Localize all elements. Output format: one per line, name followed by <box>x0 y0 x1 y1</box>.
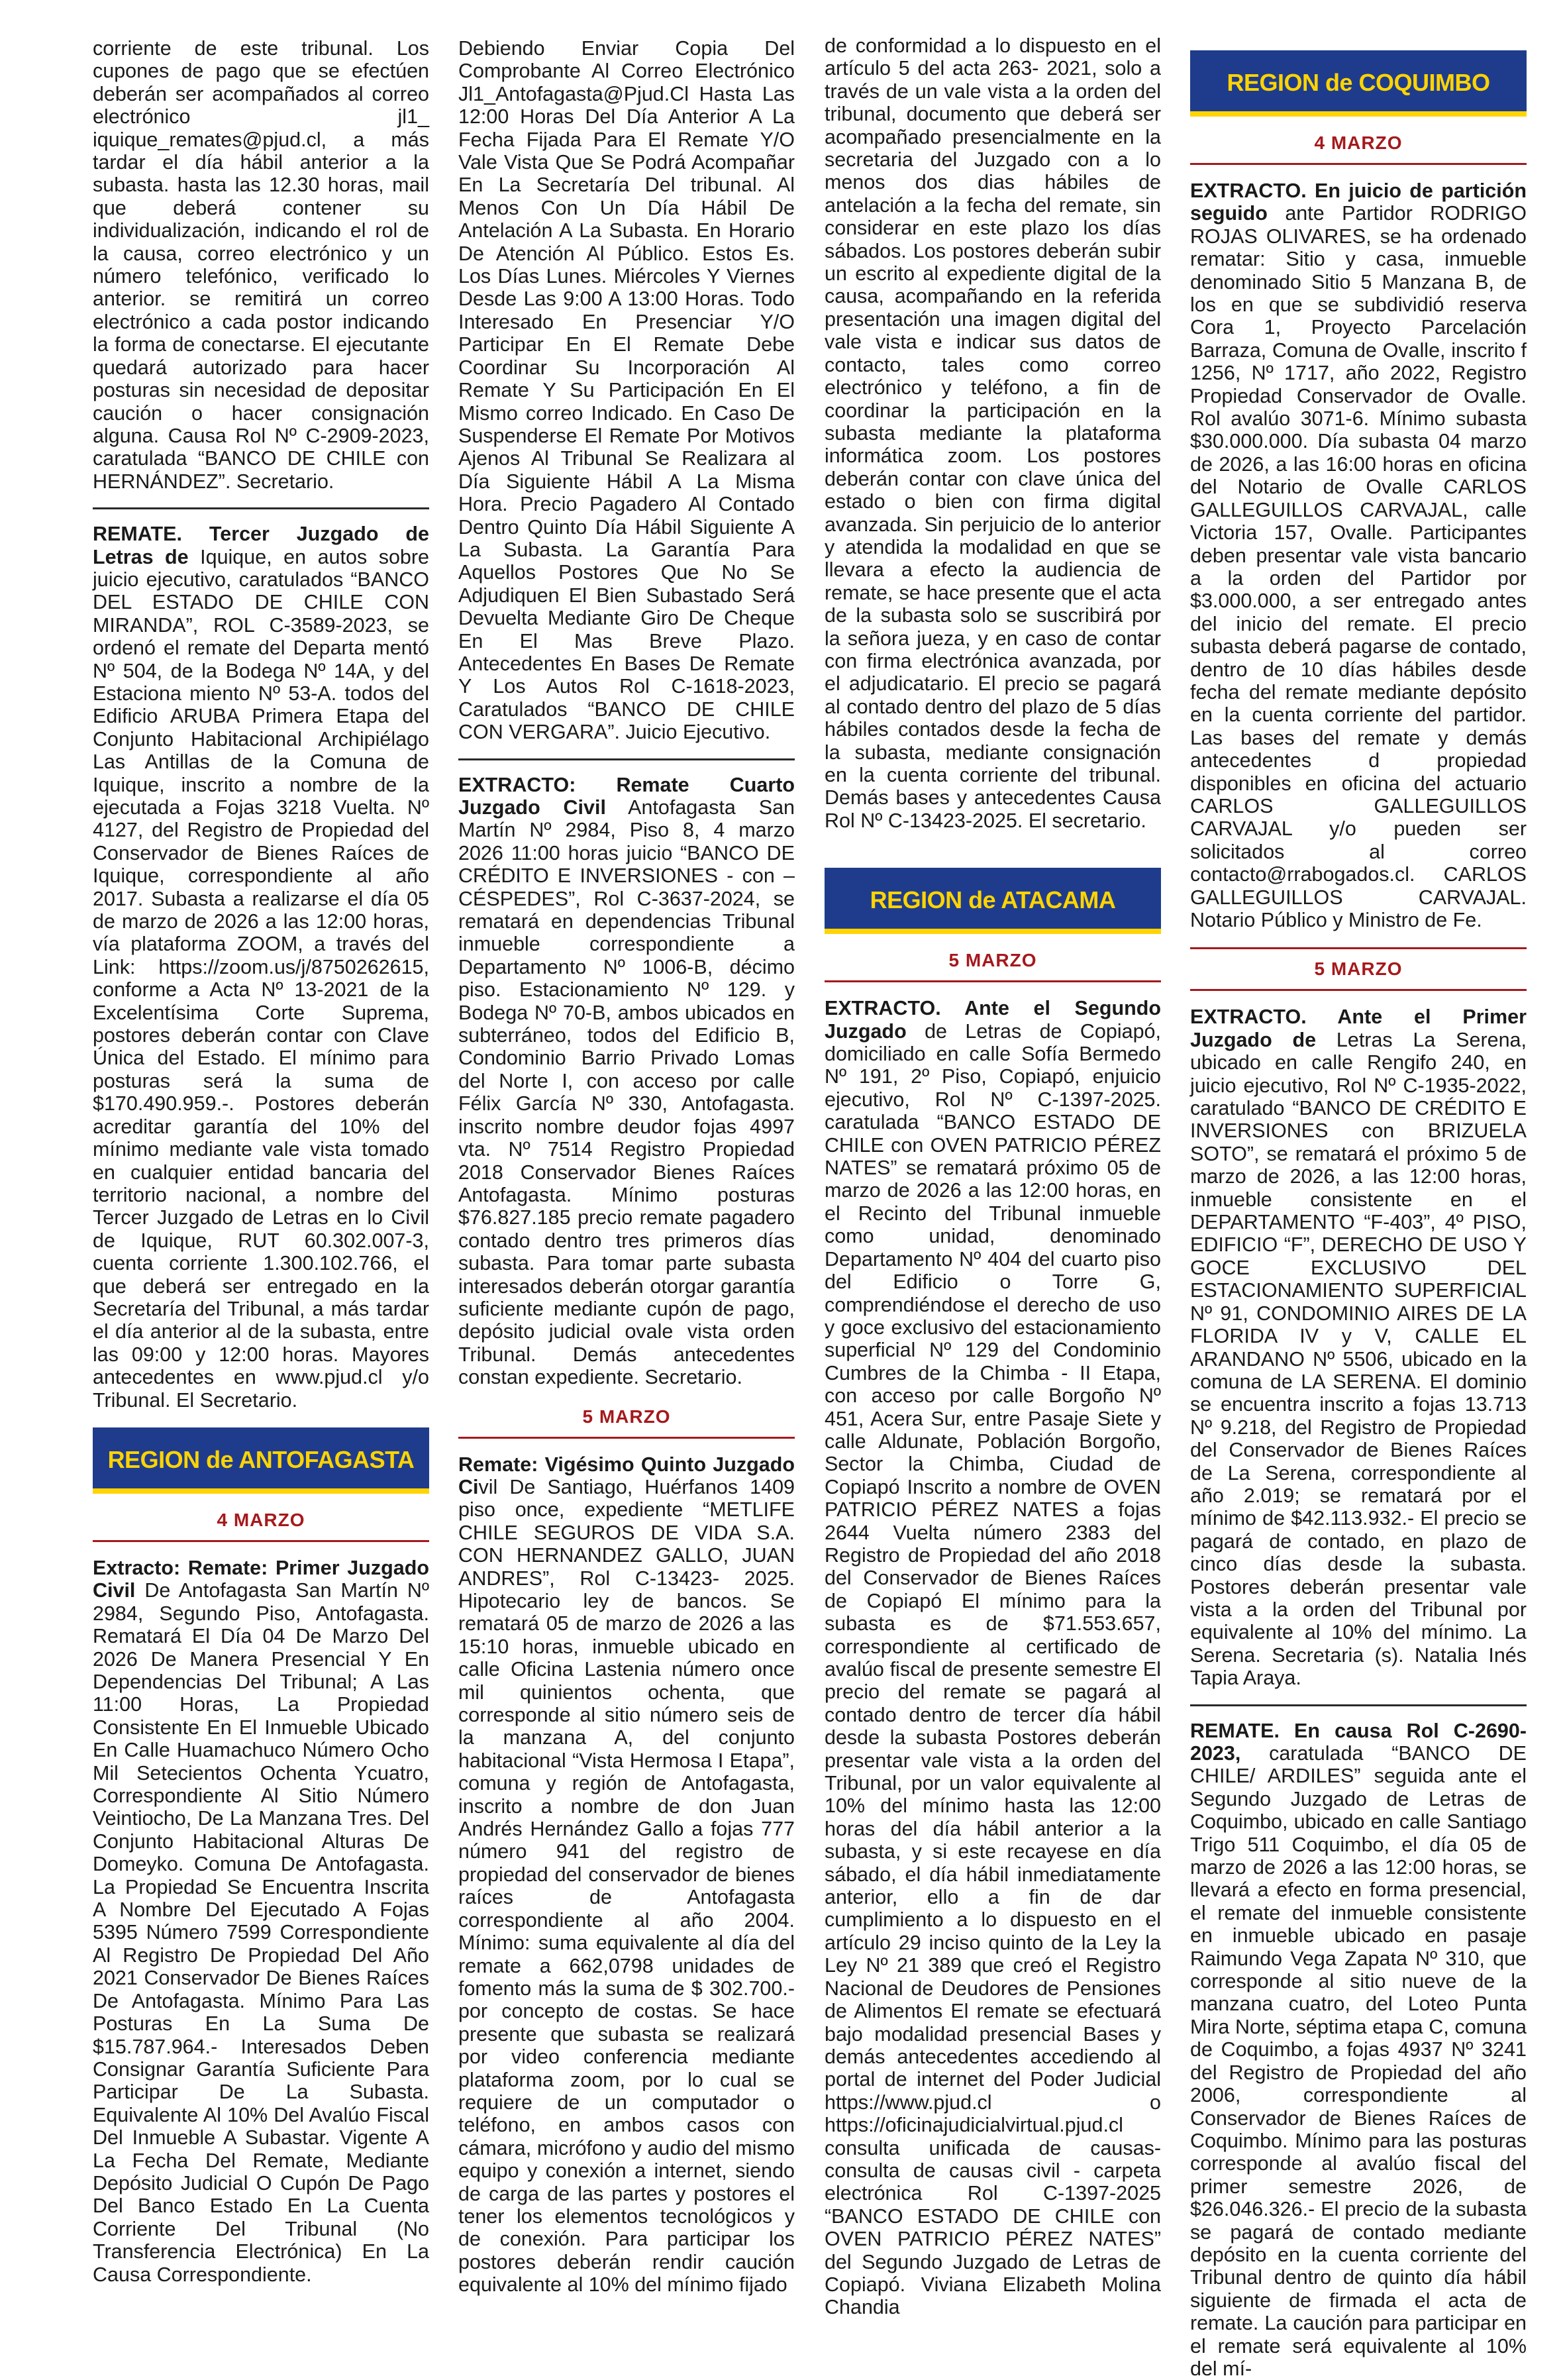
column-4 <box>1190 50 1527 2380</box>
notice-heading: EXTRACTO. Ante el Segundo Juzgado <box>825 997 1161 1043</box>
notice-body: de Letras de Copiapó, domiciliado en calle Sofía Bermedo Nº 191, 2º Piso, Copiapó, enjuicio ejecutivo, Rol Nº C-1397-2025. caratulada “BANCO ESTADO DE CHILE con OVEN PATRICIO PÉREZ NATES” se rematará próximo 05 de marzo de 2026 a las 12:00 horas, en el Recinto del Tribunal inmueble como unidad, denominado Departamento Nº 404 del cuarto piso del Edificio o Torre G, comprendiéndose el derecho de uso y goce exclusivo del estacionamiento superficial Nº 129 del Condominio Cumbres de la Chimba - II Etapa, con acceso por calle Borgoño Nº 451, Acera Sur, entre Pasaje Siete y calle Aldunate, Población Borgoño, Sector la Chimba, Ciudad de Copiapó Inscrito a nombre de OVEN PATRICIO PÉREZ NATES a fojas 2644 Vuelta número 2383 del Registro de Propiedad del año 2018 del Conservador de Bienes Raíces de Copiapó El mínimo para la subasta es de $71.553.657, correspondiente al certificado de avalúo fiscal de presente semestre El precio del remate se pagará al contado dentro de tercer día hábil desde la subasta Postores deberán presentar vale vista a la orden del Tribunal, por un valor equivalente al 10% del mínimo hasta las 12:00 horas del día hábil anterior a la subasta, y si este recayese en día sábado, el día hábil inmediatamente anterior, ello a fin de dar cumplimiento a lo dispuesto en el artículo 29 inciso quinto de la Ley la Ley Nº 21 389 que creó el Registro Nacional de Deudores de Pensiones de Alimentos El remate se efectuará bajo modalidad presencial Bases y demás antecedentes accediendo al portal de internet del Poder Judicial https://www.pjud.cl o https://oficinajudicialvirtual.pjud.cl consulta unificada de causas- consulta de causas civil - carpeta electrónica Rol C-1397-2025 “BANCO ESTADO DE CHILE con OVEN PATRICIO PÉREZ NATES” del Segundo Juzgado de Letras de Copiapó. Viviana Elizabeth Molina Chandia <box>825 1019 1161 2319</box>
notice-body: caratulada “BANCO DE CHILE/ ARDILES” seguida ante el Segundo Juzgado de Letras de Coquimbo, ubicado en calle Santiago Trigo 511 Coquimbo, el día 05 de marzo de 2026 a las 12:00 horas, se llevará a efecto en forma presencial, el remate del inmueble consistente en inmueble ubicado en pasaje Raimundo Vega Zapata Nº 310, que corresponde al sitio nueve de la manzana cuatro, del Loteo Punta Mira Norte, séptima etapa C, comuna de Coquimbo, a fojas 4937 Nº 3241 del Registro de Propiedad del año 2006, correspondiente al Conservador de Bienes Raíces de Coquimbo. Mínimo para las posturas corresponde al avalúo fiscal del primer semestre 2026, de $26.046.326.- El precio de la subasta se pagará de contado mediante depósito en la cuenta corriente del Tribunal dentro de quinto día hábil siguiente de firmada el acta de remate. La caución para participar en el remate será equivalente al 10% del mí- <box>1190 1742 1527 2380</box>
date-heading: 5 MARZO <box>1314 958 1403 980</box>
notice-heading: Remate: Vigésimo Quinto Juzgado Ci <box>458 1453 795 1498</box>
date-rule <box>93 1540 429 1542</box>
notice-body: ante Partidor RODRIGO ROJAS OLIVARES, se ha ordenado rematar: Sitio y casa, inmueble denominado Sitio 5 Manzana B, de los en que se subdividió reserva Cora 1, Proyecto Parcelación Barraza, Comuna de Ovalle, inscrito f 1256, Nº 1717, año 2022, Registro Propiedad Conservador de Ovalle. Rol avalúo 3071-6. Mínimo subasta $30.000.000. Día subasta 04 marzo de 2026, a las 16:00 horas en oficina del Notario de Ovalle CARLOS GALLEGUILLOS CARVAJAL, calle Victoria 157, Ovalle. Participantes deben presentar vale vista bancario a la orden del Partidor por $3.000.000, a ser entregado antes del inicio del remate. El precio subasta deberá pagarse de contado, dentro de 10 días hábiles desde fecha del remate mediante depósito en la cuenta corriente del partidor. Las bases del remate y demás antecedentes d propiedad disponibles en oficina del actuario CARLOS GALLEGUILLOS CARVAJAL y/o pueden ser solicitados al correo contacto@rrabogados.cl. CARLOS GALLEGUILLOS CARVAJAL. Notario Público y Ministro de Fe. <box>1190 202 1527 931</box>
region-header: REGION de ATACAMA <box>825 868 1161 934</box>
notice <box>93 1557 429 2286</box>
date-heading: 5 MARZO <box>948 950 1037 971</box>
date-rule <box>825 980 1161 982</box>
region-header: REGION de COQUIMBO <box>1190 50 1527 117</box>
notice-text: corriente de este tribunal. Los cupones de pago que se efectúen deberán ser acompañados al correo electrónico jl1_ iquique_remates@pjud.cl, a más tardar el día hábil anterior a la subasta. hasta las 12.30 horas, mail que deberá contener su individualización, indicando el rol de la causa, correo electrónico y un número telefónico, verificado lo anterior. se remitirá un correo electrónico a cada postor indicando la forma de conectarse. El ejecutante quedará autorizado para hacer posturas sin necesidad de depositar caución o hacer consignación alguna. Causa Rol Nº C-2909-2023, caratulada “BANCO DE CHILE con HERNÁNDEZ”. Secretario. <box>93 37 429 493</box>
column-2 <box>458 37 795 2297</box>
column-3 <box>825 34 1161 2319</box>
notice-body: vil De Santiago, Huérfanos 1409 piso once, expediente “METLIFE CHILE SEGUROS DE VIDA S.A. CON HERNANDEZ GALLO, JUAN ANDRES”, Rol C-13423- 2025. Hipotecario ley de bancos. Se rematará 05 de marzo de 2026 a las 15:10 horas, inmueble ubicado en calle Oficina Lastenia número once mil quinientos ochenta, que corresponde al sitio número seis de la manzana A, del conjunto habitacional “Vista Hermosa I Etapa”, comuna y región de Antofagasta, inscrito a nombre de don Juan Andrés Hernández Gallo a fojas 777 número 941 del registro de propiedad del conservador de bienes raíces de Antofagasta correspondiente al año 2004. Mínimo: suma equivalente al día del remate a 662,0798 unidades de fomento más la suma de $ 302.700.- por concepto de costas. Se hace presente que subasta se realizará por video conferencia mediante plataforma zoom, por lo cual se requiere de un computador o teléfono, en ambos casos con cámara, micrófono y audio del mismo equipo y conexión a internet, siendo de carga de las partes y postores el tener los elementos tecnológicos y de conexión. Para participar los postores deberán rendir caución equivalente al 10% del mínimo fijado <box>458 1475 795 2297</box>
notice-body: Iquique, en autos sobre juicio ejecutivo, caratulados “BANCO DEL ESTADO DE CHILE CON MIRANDA”, ROL C-3589-2023, se ordenó el remate del Departa mentó Nº 504, de la Bodega Nº 14A, y del Estaciona miento Nº 53-A. todos del Edificio ARUBA Primera Etapa del Conjunto Habitacional Archipiélago Las Antillas de la Comuna de Iquique, inscrito a nombre de la ejecutada a Fojas 3218 Vuelta. Nº 4127, del Registro de Propiedad del Conservador de Bienes Raíces de Iquique, correspondiente al año 2017. Subasta a realizarse el día 05 de marzo de 2026 a las 12:00 horas, vía plataforma ZOOM, a través del Link: https://zoom.us/j/8750262615, conforme a Acta Nº 13-2021 de la Excelentísima Corte Suprema, postores deberán contar con Clave Única del Estado. El mínimo para posturas será la suma de $170.490.959.-. Postores deberán acreditar garantía del 10% del mínimo mediante vale vista tomado en cualquier entidad bancaria del territorio nacional, a nombre del Tercer Juzgado de Letras en lo Civil de Iquique, RUT 60.302.007-3, cuenta corriente 1.300.102.766, el que deberá ser entregado en la Secretaría del Tribunal, a más tardar el día anterior al de la subasta, entre las 09:00 y 12:00 horas. Mayores antecedentes en www.pjud.cl y/o Tribunal. El Secretario. <box>93 545 429 1412</box>
column-1 <box>93 37 429 2286</box>
divider <box>93 507 429 509</box>
notice <box>1190 1006 1527 1689</box>
date-heading: 4 MARZO <box>1314 132 1403 153</box>
date-rule <box>458 1437 795 1439</box>
region-header: REGION de ANTOFAGASTA <box>93 1427 429 1494</box>
divider <box>1190 947 1527 949</box>
date-heading: 4 MARZO <box>217 1509 305 1530</box>
divider <box>1190 1704 1527 1706</box>
notice-text: de conformidad a lo dispuesto en el artículo 5 del acta 263- 2021, solo a través de un vale vista a la orden del tribunal, documento que deberá ser acompañado presencialmente en la secretaria del Juzgado con a lo menos dos dias hábiles de antelación a la fecha del remate, sin considerar en este plazo los días sábados. Los postores deberán subir un escrito al expediente digital de la causa, acompañando en la referida presentación una imagen digital del vale vista e indicar sus datos de contacto, tales como correo electrónico y teléfono, a fin de coordinar la participación en la subasta mediante la plataforma informática zoom. Los postores deberán contar con clave única del estado o bien con firma digital avanzada. Sin perjuicio de lo anterior y atendida la modalidad en que se llevara a efecto la audiencia de remate, se hace presente que el acta de la subasta solo se suscribirá por la señora jueza, y en caso de contar con firma electrónica avanzada, por el adjudicatario. El precio se pagará al contado dentro del plazo de 5 días hábiles contados desde la fecha de la subasta, mediante consignación en la cuenta corriente del tribunal. Demás bases y antecedentes Causa Rol Nº C-13423-2025. El secretario. <box>825 34 1161 832</box>
date-rule <box>1190 163 1527 165</box>
notice-heading: Extracto: Remate: Primer Juzgado Civil <box>93 1556 429 1602</box>
notice-heading: EXTRACTO. En juicio de partición seguido <box>1190 180 1527 225</box>
notice <box>825 997 1161 2319</box>
notice-text: Debiendo Enviar Copia Del Comprobante Al Correo Electrónico Jl1_Antofagasta@Pjud.Cl Hasta Las 12:00 Horas Del Día Anterior A La Fecha Fijada Para El Remate Y/O Vale Vista Que Se Podrá Acompañar En La Secretaría Del tribunal. Al Menos Con Un Día Hábil De Antelación A La Subasta. En Horario De Atención Al Público. Estos Es. Los Días Lunes. Miércoles Y Viernes Desde Las 9:00 A 13:00 Horas. Todo Interesado En Presenciar Y/O Participar En El Remate Debe Coordinar Su Incorporación Al Remate Y Su Participación En El Mismo correo Indicado. En Caso De Suspenderse El Remate Por Motivos Ajenos Al Tribunal Se Realizara al Día Siguiente Hábil A La Misma Hora. Precio Pagadero Al Contado Dentro Quinto Día Hábil Siguiente A La Subasta. La Garantía Para Aquellos Postores Que No Se Adjudiquen El Bien Subastado Será Devuelta Mediante Giro De Cheque En El Mas Breve Plazo. Antecedentes En Bases De Remate Y Los Autos Rol C-1618-2023, Caratulados “BANCO DE CHILE CON VERGARA”. Juicio Ejecutivo. <box>458 37 795 744</box>
divider <box>458 758 795 760</box>
date-heading: 5 MARZO <box>582 1406 671 1427</box>
notice-body: De Antofagasta San Martín Nº 2984, Segundo Piso, Antofagasta. Rematará El Día 04 De Marzo Del 2026 De Manera Presencial Y En Dependencias Del Tribunal; A Las 11:00 Horas, La Propiedad Consistente En El Inmueble Ubicado En Calle Huamachuco Número Ocho Mil Setecientos Ochenta Ycuatro, Correspondiente Al Sitio Número Veintiocho, De La Manzana Tres. Del Conjunto Habitacional Alturas De Domeyko. Comuna De Antofagasta. La Propiedad Se Encuentra Inscrita A Nombre Del Ejecutado A Fojas 5395 Número 7599 Correspondiente Al Registro De Propiedad Del Año 2021 Conservador De Bienes Raíces De Antofagasta. Mínimo Para Las Posturas En La Suma De $15.787.964.- Interesados Deben Consignar Garantía Suficiente Para Participar De La Subasta. Equivalente Al 10% Del Avalúo Fiscal Del Inmueble A Subastar. Vigente A La Fecha Del Remate, Mediante Depósito Judicial O Cupón De Pago Del Banco Estado En La Cuenta Corriente Del Tribunal (No Transferencia Electrónica) En La Causa Correspondiente. <box>93 1579 429 2286</box>
notice-heading: EXTRACTO. Ante el Primer Juzgado de <box>1190 1006 1527 1051</box>
notice-body: Letras La Serena, ubicado en calle Rengifo 240, en juicio ejecutivo, Rol Nº C-1935-2022, caratulado “BANCO DE CRÉDITO E INVERSIONES con BRIZUELA SOTO”, se rematará el próximo 5 de marzo de 2026, a las 12:00 horas, inmueble consistente en el DEPARTAMENTO “F-403”, 4º PISO, EDIFICIO “F”, DERECHO DE USO Y GOCE EXCLUSIVO DEL ESTACIONAMIENTO SUPERFICIAL Nº 91, CONDOMINIO AIRES DE LA FLORIDA IV y V, CALLE EL ARANDANO Nº 5506, ubicado en la comuna de LA SERENA. El dominio se encuentra inscrito a fojas 13.713 Nº 9.218, del Registro de Propiedad del Conservador de Bienes Raíces de La Serena, correspondiente al año 2.019; se rematará por el mínimo de $42.113.932.- El precio se pagará de contado, en plazo de cinco días desde la subasta. Postores deberán presentar vale vista a la orden del Tribunal por equivalente al 10% del mínimo. La Serena. Secretaria (s). Natalia Inés Tapia Araya. <box>1190 1028 1527 1690</box>
notice <box>458 1453 795 2297</box>
notice <box>93 523 429 1412</box>
notice <box>1190 1720 1527 2380</box>
notice-heading: REMATE. Tercer Juzgado de Letras de <box>93 523 429 568</box>
notice-heading: EXTRACTO: Remate Cuarto Juzgado Civil <box>458 773 795 819</box>
notice <box>1190 180 1527 931</box>
notice-heading: REMATE. En causa Rol C-2690-2023, <box>1190 1719 1527 1765</box>
notice-body: Antofagasta San Martín Nº 2984, Piso 8, 4 marzo 2026 11:00 horas juicio “BANCO DE CRÉDITO E INVERSIONES - con –CÉSPEDES”, Rol C-3637-2024, se rematará en dependencias Tribunal inmueble correspondiente a Departamento Nº 1006-B, décimo piso. Estacionamiento Nº 129. y Bodega Nº 70-B, ambos ubicados en subterráneo, todos del Edificio B, Condominio Barrio Privado Lomas del Norte I, con acceso por calle Félix García Nº 330, Antofagasta. inscrito nombre deudor fojas 4997 vta. Nº 7514 Registro Propiedad 2018 Conservador Bienes Raíces Antofagasta. Mínimo posturas $76.827.185 precio remate pagadero contado dentro tres primeros días subasta. Para tomar parte subasta interesados deberán otorgar garantía suficiente mediante cupón de pago, depósito judicial ovale vista orden Tribunal. Demás antecedentes constan expediente. Secretario. <box>458 796 795 1389</box>
date-rule <box>1190 989 1527 991</box>
notice <box>458 774 795 1389</box>
